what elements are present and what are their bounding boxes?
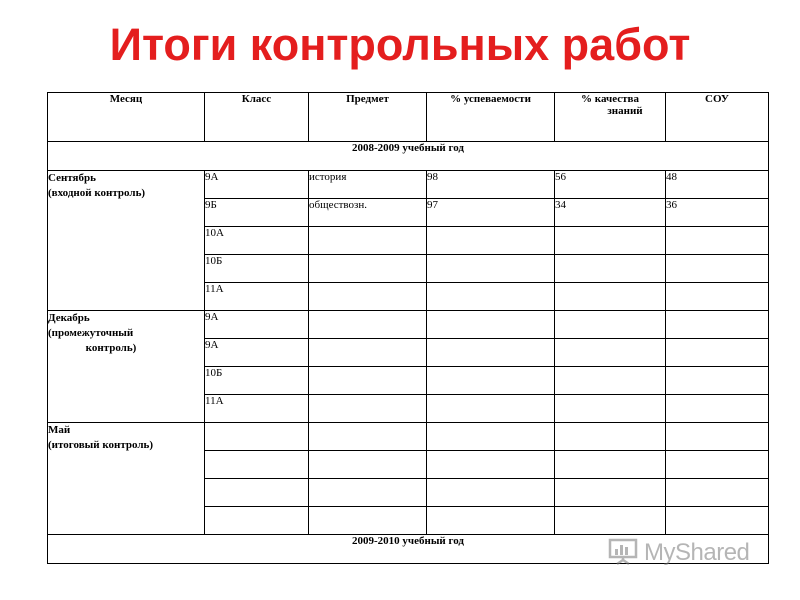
header-sou: СОУ <box>666 93 769 142</box>
watermark-text: MyShared <box>644 539 750 566</box>
cell-success <box>427 367 555 395</box>
cell-sou <box>666 451 769 479</box>
cell-quality: 56 <box>555 171 666 199</box>
cell-sou <box>666 311 769 339</box>
header-row <box>48 93 769 142</box>
cell-sou <box>666 395 769 423</box>
cell-sou <box>666 255 769 283</box>
presentation-icon <box>608 536 638 571</box>
cell-class: 9А <box>205 311 309 339</box>
year-2009-label: 2009-2010 учебный год <box>48 535 769 564</box>
month-december <box>48 311 205 423</box>
cell-success <box>427 227 555 255</box>
cell-success <box>427 479 555 507</box>
cell-sou <box>666 423 769 451</box>
month-may <box>48 423 205 535</box>
month-sublabel: (итоговый контроль) <box>48 439 154 451</box>
cell-success <box>427 507 555 535</box>
cell-subject <box>309 507 427 535</box>
cell-success <box>427 423 555 451</box>
header-month: Месяц <box>48 93 205 142</box>
cell-subject <box>309 367 427 395</box>
cell-class: 9А <box>205 339 309 367</box>
cell-sou <box>666 339 769 367</box>
header-quality-line1: % качества <box>581 93 639 105</box>
month-label: Май <box>48 424 71 436</box>
cell-class: 11А <box>205 395 309 423</box>
results-table <box>47 92 769 564</box>
year-2008-label: 2008-2009 учебный год <box>48 142 769 171</box>
cell-subject: обществозн. <box>309 199 427 227</box>
table-row <box>48 171 769 199</box>
table-row <box>48 311 769 339</box>
cell-quality <box>555 367 666 395</box>
month-sublabel: (входной контроль) <box>48 187 146 199</box>
month-label: Сентябрь <box>48 172 96 184</box>
cell-sou <box>666 283 769 311</box>
cell-subject <box>309 479 427 507</box>
cell-sou <box>666 479 769 507</box>
header-quality <box>555 93 666 142</box>
cell-quality <box>555 479 666 507</box>
cell-quality <box>555 339 666 367</box>
cell-subject <box>309 339 427 367</box>
cell-class <box>205 479 309 507</box>
cell-class: 9Б <box>205 199 309 227</box>
month-sublabel: (промежуточный <box>48 327 134 339</box>
cell-class: 10Б <box>205 255 309 283</box>
cell-class: 9А <box>205 171 309 199</box>
cell-sou <box>666 367 769 395</box>
cell-class: 11А <box>205 283 309 311</box>
month-label: Декабрь <box>48 312 90 324</box>
cell-subject <box>309 451 427 479</box>
cell-class: 10А <box>205 227 309 255</box>
cell-sou: 36 <box>666 199 769 227</box>
header-quality-line2: знаний <box>607 105 643 117</box>
cell-subject <box>309 283 427 311</box>
cell-subject <box>309 311 427 339</box>
header-success: % успеваемости <box>427 93 555 142</box>
cell-quality <box>555 283 666 311</box>
cell-quality <box>555 395 666 423</box>
cell-success <box>427 311 555 339</box>
cell-quality <box>555 451 666 479</box>
cell-subject <box>309 227 427 255</box>
cell-class <box>205 451 309 479</box>
cell-quality <box>555 255 666 283</box>
cell-quality <box>555 311 666 339</box>
cell-sou <box>666 507 769 535</box>
cell-success <box>427 283 555 311</box>
cell-class <box>205 423 309 451</box>
cell-success: 98 <box>427 171 555 199</box>
watermark <box>608 538 768 568</box>
cell-success <box>427 339 555 367</box>
header-class: Класс <box>205 93 309 142</box>
cell-subject <box>309 423 427 451</box>
cell-subject <box>309 395 427 423</box>
cell-subject <box>309 255 427 283</box>
cell-quality <box>555 507 666 535</box>
month-sublabel-2: контроль) <box>85 342 137 354</box>
cell-subject: история <box>309 171 427 199</box>
header-subject: Предмет <box>309 93 427 142</box>
month-september <box>48 171 205 311</box>
cell-success: 97 <box>427 199 555 227</box>
cell-quality <box>555 227 666 255</box>
cell-success <box>427 255 555 283</box>
cell-class: 10Б <box>205 367 309 395</box>
cell-class <box>205 507 309 535</box>
cell-quality: 34 <box>555 199 666 227</box>
year-row-2008 <box>48 142 769 171</box>
cell-success <box>427 395 555 423</box>
cell-quality <box>555 423 666 451</box>
page-title: Итоги контрольных работ <box>109 19 691 70</box>
table-row <box>48 423 769 451</box>
cell-success <box>427 451 555 479</box>
cell-sou: 48 <box>666 171 769 199</box>
cell-sou <box>666 227 769 255</box>
